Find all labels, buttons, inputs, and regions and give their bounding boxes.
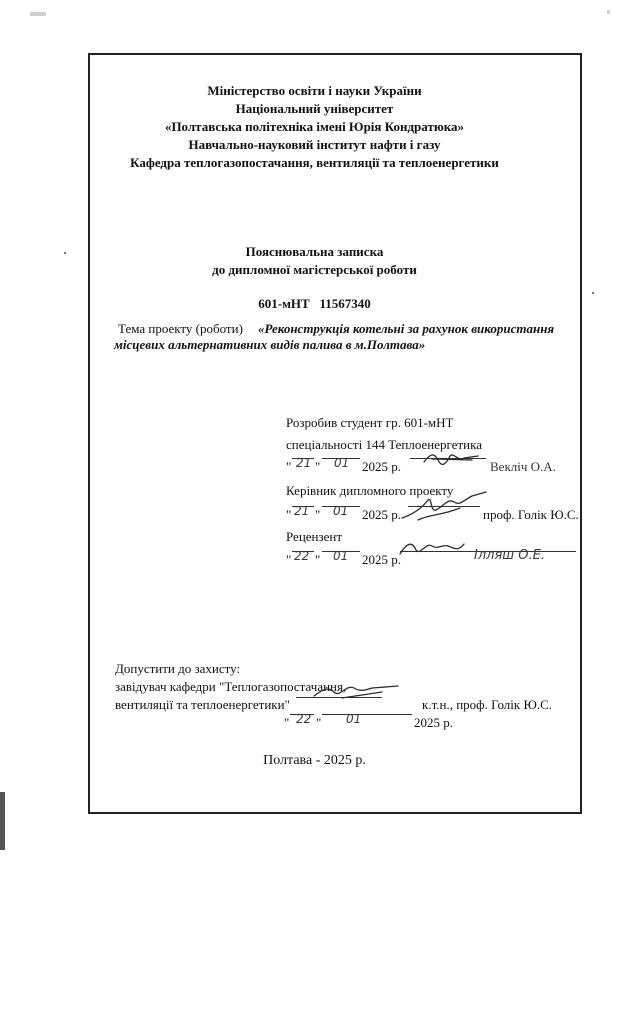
student-name: Векліч О.А. (490, 459, 556, 474)
supervisor-signature (400, 490, 490, 526)
student-group-line: Розробив студент гр. 601-мНТ (286, 415, 454, 430)
supervisor-day: 21 (294, 504, 310, 518)
reviewer-name: Ілляш О.Е. (474, 548, 546, 563)
scan-mark-top-right (607, 10, 610, 14)
institute-line: Навчально-науковий інститут нафти і газу (188, 137, 441, 152)
admission-line-2: завідувач кафедри "Теплогазопостачання, (115, 679, 347, 694)
admission-day: 22 (296, 712, 312, 726)
reviewer-signature (398, 536, 468, 560)
reviewer-date-quote-open: " (286, 552, 292, 567)
supervisor-date-quote-open: " (286, 507, 292, 522)
supervisor-date-quote-close: " (315, 507, 321, 522)
supervisor-label: Керівник дипломного проекту (286, 483, 454, 498)
supervisor-year: 2025 р. (362, 507, 401, 522)
admission-date-quote-close: " (316, 715, 322, 730)
student-date-quote-close: " (315, 459, 321, 474)
ministry-line: Міністерство освіти і науки України (207, 83, 422, 98)
supervisor-month: 01 (333, 504, 349, 518)
student-day: 21 (296, 456, 312, 470)
scan-mark-left-edge (0, 792, 5, 850)
supervisor-name: проф. Голік Ю.С. (483, 507, 579, 522)
student-month: 01 (334, 456, 350, 470)
doc-subtitle: до дипломної магістерської роботи (212, 262, 417, 277)
reviewer-month: 01 (333, 549, 349, 563)
admission-month: 01 (346, 712, 362, 726)
student-date-quote-open: " (286, 459, 292, 474)
admission-line-3: вентиляції та теплоенергетики" (115, 697, 290, 712)
reviewer-date-quote-close: " (315, 552, 321, 567)
reviewer-label: Рецензент (286, 529, 343, 544)
department-line: Кафедра теплогазопостачання, вентиляції та теплоенергетики (130, 155, 499, 170)
admission-month-line (322, 714, 412, 715)
head-signature (312, 680, 402, 702)
doc-code: 601-мНТ 11567340 (258, 296, 371, 311)
university-line: Національний університет (235, 101, 394, 116)
topic-line-1: «Реконструкція котельні за рахунок використання (258, 321, 555, 336)
topic-line-2: місцевих альтернативних видів палива в м.Полтава» (114, 337, 426, 352)
specialty-line: спеціальності 144 Теплоенергетика (286, 437, 482, 452)
doc-title: Пояснювальна записка (245, 244, 384, 259)
reviewer-day: 22 (294, 549, 310, 563)
admission-date-quote-open: " (284, 715, 290, 730)
reviewer-year: 2025 р. (362, 552, 401, 567)
head-name: к.т.н., проф. Голік Ю.С. (422, 697, 553, 712)
student-signature (422, 450, 482, 466)
scan-mark-right-dot (592, 292, 594, 294)
university-name-line: «Полтавська політехніка імені Юрія Кондратюка» (164, 119, 465, 134)
topic-label: Тема проекту (роботи) (118, 321, 243, 336)
admission-year: 2025 р. (414, 715, 453, 730)
admission-line-1: Допустити до захисту: (115, 661, 241, 676)
city-year: Полтава - 2025 р. (263, 753, 366, 768)
scan-mark-top-left (30, 12, 46, 16)
student-year: 2025 р. (362, 459, 401, 474)
